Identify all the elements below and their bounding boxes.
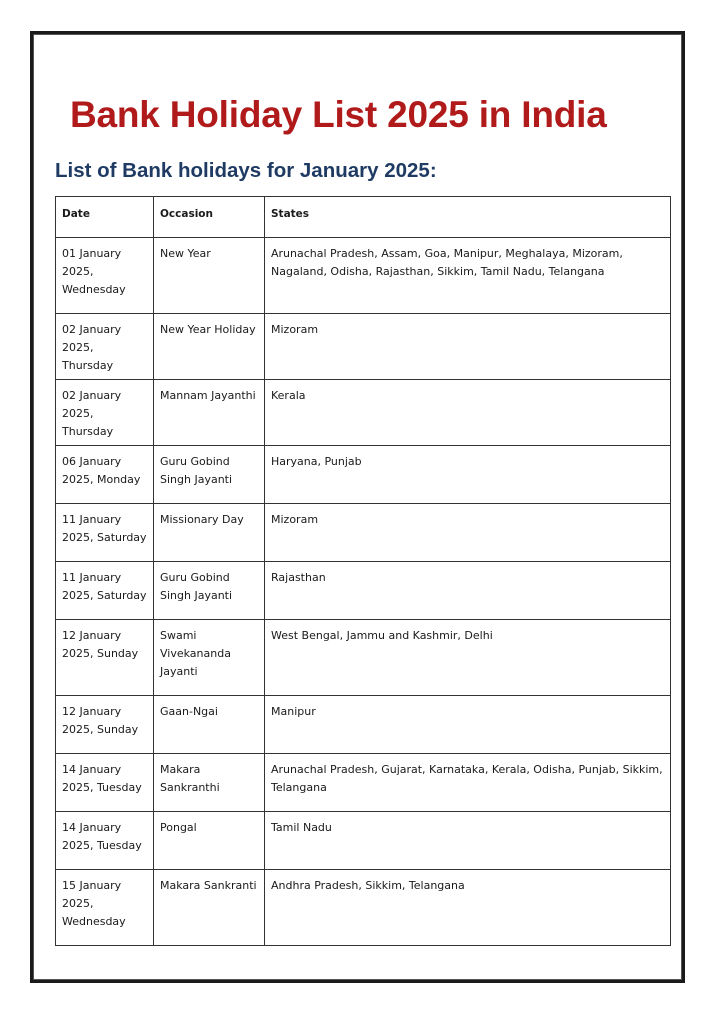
- date-cell: 12 January 2025, Sunday: [56, 696, 154, 754]
- occasion-cell: Gaan-Ngai: [154, 696, 265, 754]
- occasion-cell: New Year: [154, 238, 265, 314]
- states-cell: West Bengal, Jammu and Kashmir, Delhi: [265, 620, 671, 696]
- date-cell: 02 January 2025, Thursday: [56, 380, 154, 446]
- states-cell: Rajasthan: [265, 562, 671, 620]
- occasion-cell: Guru Gobind Singh Jayanti: [154, 446, 265, 504]
- section-heading: List of Bank holidays for January 2025:: [55, 159, 437, 182]
- date-cell: 02 January 2025, Thursday: [56, 314, 154, 380]
- occasion-cell: New Year Holiday: [154, 314, 265, 380]
- column-header-occasion: Occasion: [154, 197, 265, 238]
- table-row: [56, 314, 671, 380]
- states-cell: Arunachal Pradesh, Gujarat, Karnataka, Kerala, Odisha, Punjab, Sikkim, Telangana: [265, 754, 671, 812]
- occasion-cell: Pongal: [154, 812, 265, 870]
- date-cell: 11 January 2025, Saturday: [56, 562, 154, 620]
- date-cell: 15 January 2025, Wednesday: [56, 870, 154, 946]
- column-header-date: Date: [56, 197, 154, 238]
- table-row: [56, 696, 671, 754]
- table-row: [56, 238, 671, 314]
- table-row: [56, 870, 671, 946]
- states-cell: Manipur: [265, 696, 671, 754]
- date-cell: 06 January 2025, Monday: [56, 446, 154, 504]
- page-title: Bank Holiday List 2025 in India: [70, 94, 607, 135]
- date-cell: 11 January 2025, Saturday: [56, 504, 154, 562]
- table-row: [56, 754, 671, 812]
- states-cell: Kerala: [265, 380, 671, 446]
- occasion-cell: Makara Sankranthi: [154, 754, 265, 812]
- occasion-cell: Swami Vivekananda Jayanti: [154, 620, 265, 696]
- date-cell: 12 January 2025, Sunday: [56, 620, 154, 696]
- date-cell: 01 January 2025, Wednesday: [56, 238, 154, 314]
- column-header-states: States: [265, 197, 671, 238]
- occasion-cell: Mannam Jayanthi: [154, 380, 265, 446]
- occasion-cell: Missionary Day: [154, 504, 265, 562]
- states-cell: Haryana, Punjab: [265, 446, 671, 504]
- states-cell: Mizoram: [265, 314, 671, 380]
- table-row: [56, 620, 671, 696]
- table-row: [56, 446, 671, 504]
- states-cell: Mizoram: [265, 504, 671, 562]
- states-cell: Arunachal Pradesh, Assam, Goa, Manipur, Meghalaya, Mizoram, Nagaland, Odisha, Rajasthan, Sikkim, Tamil Nadu, Telangana: [265, 238, 671, 314]
- table-row: [56, 504, 671, 562]
- date-cell: 14 January 2025, Tuesday: [56, 812, 154, 870]
- holiday-table: [55, 196, 671, 946]
- table-row: [56, 812, 671, 870]
- states-cell: Andhra Pradesh, Sikkim, Telangana: [265, 870, 671, 946]
- table-row: [56, 562, 671, 620]
- occasion-cell: Makara Sankranti: [154, 870, 265, 946]
- states-cell: Tamil Nadu: [265, 812, 671, 870]
- date-cell: 14 January 2025, Tuesday: [56, 754, 154, 812]
- table-row: [56, 380, 671, 446]
- table-header-row: [56, 197, 671, 238]
- occasion-cell: Guru Gobind Singh Jayanti: [154, 562, 265, 620]
